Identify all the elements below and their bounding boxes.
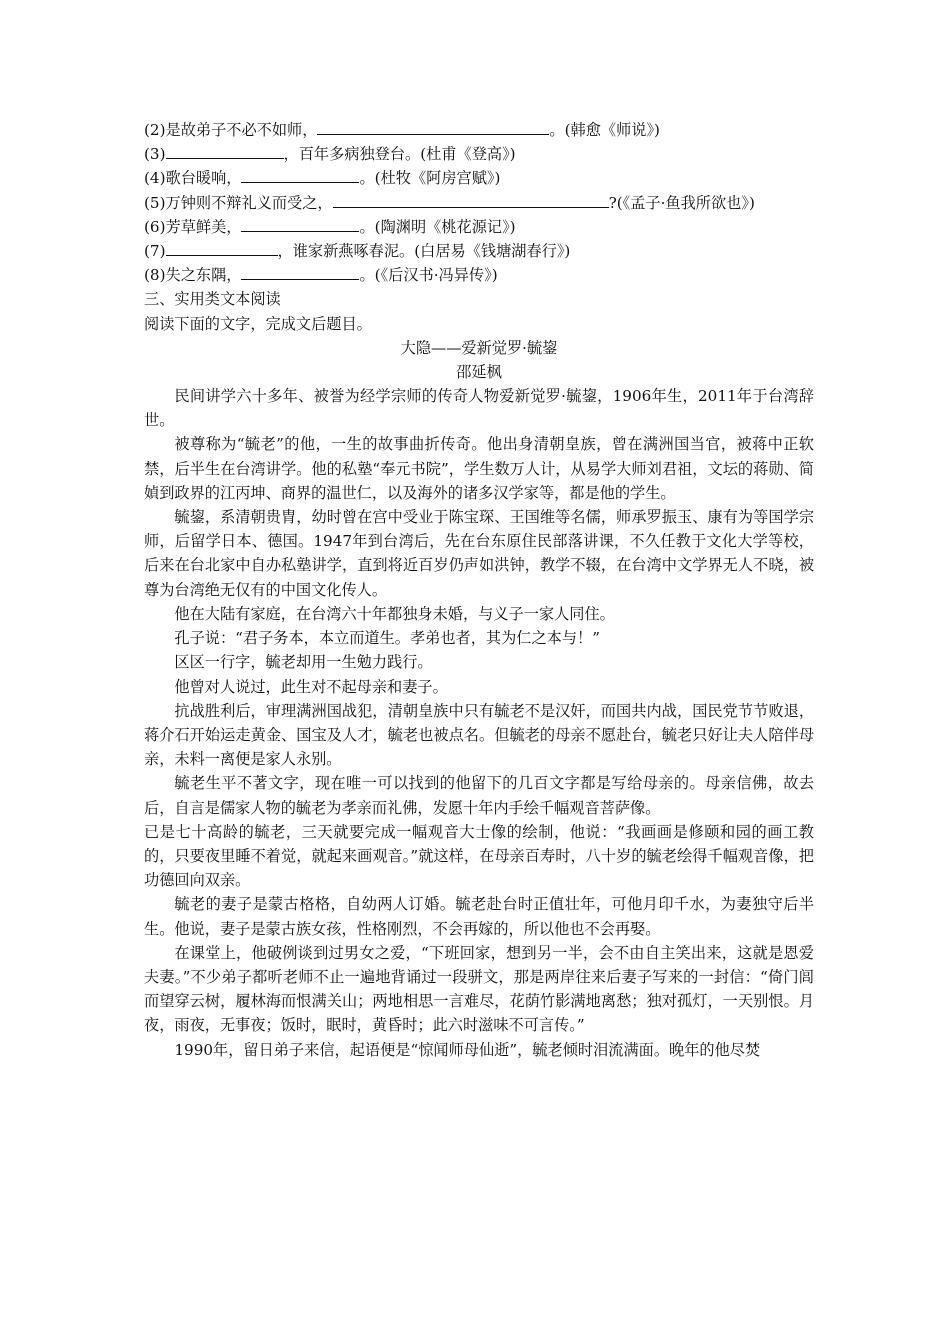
article-paragraph: 已是七十高龄的毓老，三天就要完成一幅观音大士像的绘制，他说：“我画画是修颐和园的画工教的，只要夜里睡不着觉，就起来画观音。”就这样，在母亲百寿时，八十岁的毓老绘得千幅观音像，把功德回向双亲。 <box>144 822 814 890</box>
fill-blank-prefix: (5)万钟则不辩礼义而受之， <box>144 193 333 212</box>
article-paragraph: 区区一行字，毓老却用一生勉力践行。 <box>174 653 433 672</box>
article-paragraph: 孔子说：“君子务本，本立而道生。孝弟也者，其为仁之本与！” <box>174 629 600 648</box>
fill-blank-item <box>144 263 814 287</box>
fill-blank-suffix: ，百年多病独登台。(杜甫《登高》) <box>283 145 516 164</box>
answer-blank[interactable] <box>241 264 359 280</box>
fill-blank-prefix: (4)歌台暖响， <box>144 169 242 188</box>
article-paragraph: 被尊称为“毓老”的他，一生的故事曲折传奇。他出身清朝皇族，曾在满洲国当官，被蒋中正软禁，后半生在台湾讲学。他的私塾“奉元书院”，学生数万人计，从易学大师刘君祖，文坛的蒋勋、简媜到政界的江丙坤、商界的温世仁，以及海外的诸多汉学家等，都是他的学生。 <box>144 435 814 502</box>
answer-blank[interactable] <box>241 216 359 232</box>
article-paragraph: 毓老生平不著文字，现在唯一可以找到的他留下的几百文字都是写给母亲的。母亲信佛，故去后，自言是儒家人物的毓老为孝亲而礼佛，发愿十年内手绘千幅观音菩萨像。 <box>144 774 814 817</box>
answer-blank[interactable] <box>166 240 278 256</box>
fill-blank-suffix: 。(杜牧《阿房宫赋》) <box>359 169 501 188</box>
fill-blank-suffix: ，谁家新燕啄春泥。(白居易《钱塘湖春行》) <box>277 241 571 260</box>
article-paragraph: 毓老的妻子是蒙古格格，自幼两人订婚。毓老赴台时正值壮年，可他月印千水，为妻独守后半生。他说，妻子是蒙古族女孩，性格刚烈，不会再嫁的，所以他也不会再娶。 <box>144 895 814 938</box>
answer-blank[interactable] <box>317 119 549 135</box>
article-paragraph: 民间讲学六十多年、被誉为经学宗师的传奇人物爱新觉罗·毓鋆，1906年生，2011年于台湾辞世。 <box>144 387 814 430</box>
fill-blank-suffix: 。(韩愈《师说》) <box>549 121 660 139</box>
document-page <box>144 118 814 1062</box>
article-author: 邵延枫 <box>456 362 502 381</box>
article-paragraph: 1990年，留日弟子来信，起语便是“惊闻师母仙逝”，毓老倾时泪流满面。晚年的他尽焚 <box>174 1040 761 1059</box>
fill-blank-prefix: (3) <box>144 145 166 164</box>
fill-blank-suffix: 。(陶渊明《桃花源记》) <box>359 217 516 236</box>
article-paragraph: 在课堂上，他破例谈到过男女之爱，“下班回家，想到另一半，会不由自主笑出来，这就是恩爱夫妻。”不少弟子都听老师不止一遍地背诵过一段骈文，那是两岸往来后妻子写来的一封信：“倚门闾而望穿云树，履林海而恨满关山；两地相思一言难尽，花荫竹影满地离愁；独对孤灯，一天别恨。月夜，雨夜，无事夜；饭时，眠时，黄昏时；此六时滋味不可言传。” <box>144 943 814 1035</box>
fill-blank-prefix: (8)失之东隅， <box>144 266 242 285</box>
article-title: 大隐——爱新觉罗·毓鋆 <box>400 338 558 357</box>
fill-blank-item <box>144 142 814 166</box>
fill-blank-item <box>144 166 814 190</box>
article-paragraph: 他在大陆有家庭，在台湾六十年都独身未婚，与义子一家人同住。 <box>174 604 615 623</box>
fill-blank-prefix: (2)是故弟子不必不如师， <box>144 121 318 139</box>
answer-blank[interactable] <box>166 143 284 159</box>
fill-blank-prefix: (7) <box>144 241 166 260</box>
article-paragraph: 毓鋆，系清朝贵胄，幼时曾在宫中受业于陈宝琛、王国维等名儒，师承罗振玉、康有为等国学宗师，后留学日本、德国。1947年到台湾后，先在台东原住民部落讲课，不久任教于文化大学等校，后来在台北家中自办私塾讲学，直到将近百岁仍声如洪钟，教学不辍，在台湾中文学界无人不晓，被尊为台湾绝无仅有的中国文化传人。 <box>144 508 814 599</box>
fill-blank-item <box>144 191 814 215</box>
section-heading: 三、实用类文本阅读 <box>144 290 281 309</box>
article-paragraph: 抗战胜利后，审理满洲国战犯，清朝皇族中只有毓老不是汉奸，而国共内战，国民党节节败退，蒋介石开始运走黄金、国宝及人才，毓老也被点名。但毓老的母亲不愿赴台，毓老只好让夫人陪伴母亲，未料一离便是家人永别。 <box>144 701 814 769</box>
answer-blank[interactable] <box>241 167 359 183</box>
fill-blank-suffix: 。(《后汉书·冯异传》) <box>359 266 498 285</box>
fill-blank-suffix: ?(《孟子·鱼我所欲也》) <box>608 193 755 212</box>
answer-blank[interactable] <box>333 192 609 208</box>
article-paragraph: 他曾对人说过，此生对不起母亲和妻子。 <box>174 677 448 696</box>
fill-blank-item <box>144 215 814 239</box>
fill-blank-item <box>144 239 814 263</box>
fill-blank-prefix: (6)芳草鲜美， <box>144 217 242 236</box>
instruction-text: 阅读下面的文字，完成文后题目。 <box>144 314 372 333</box>
fill-blank-item <box>144 118 814 142</box>
